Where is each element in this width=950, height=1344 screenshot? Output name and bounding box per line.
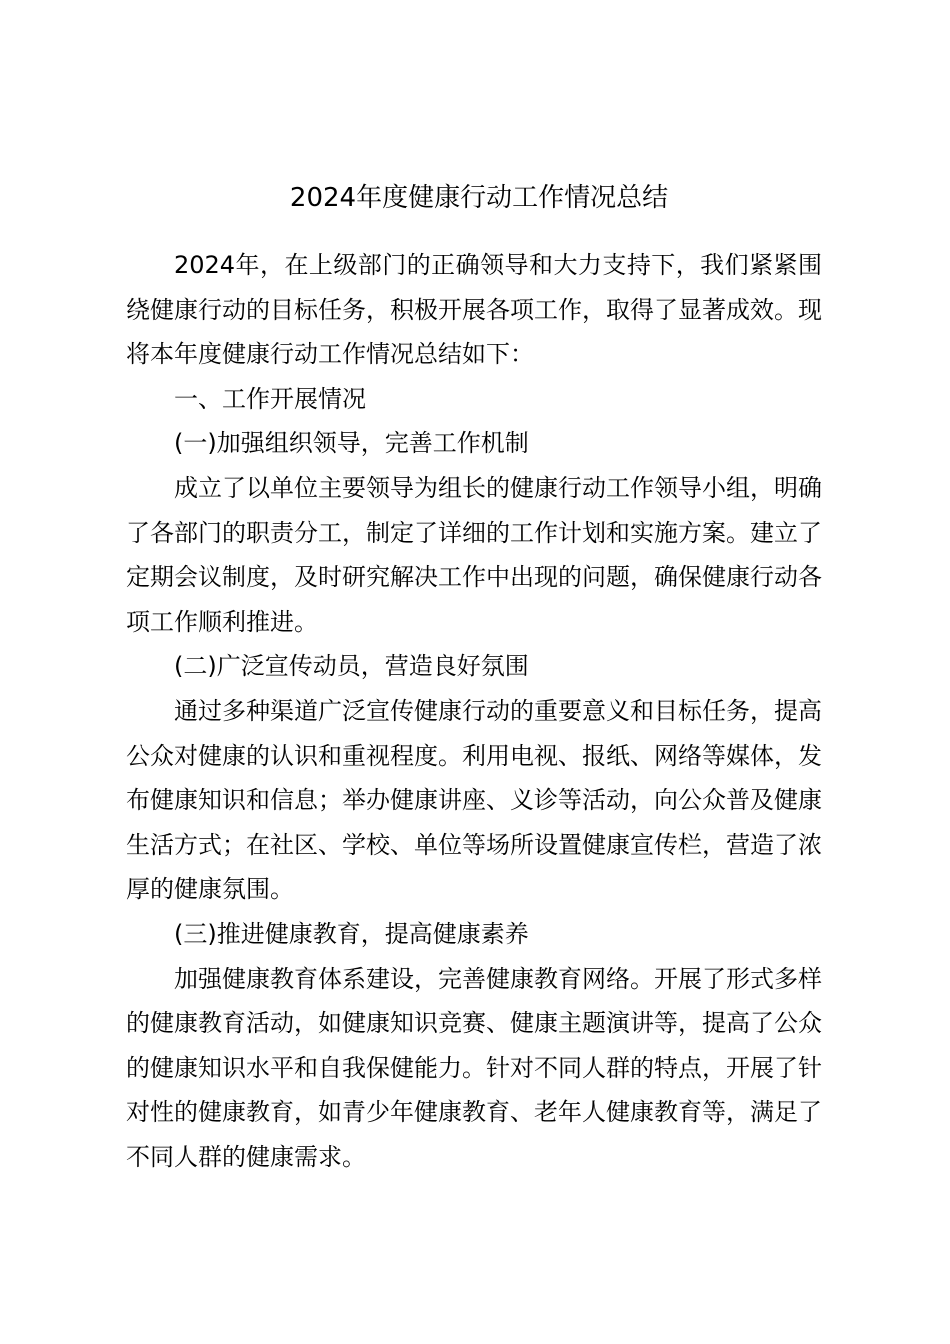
document-title: 2024年度健康行动工作情况总结 xyxy=(289,183,669,213)
body-paragraph-publicity: 通过多种渠道广泛宣传健康行动的重要意义和目标任务，提高公众对健康的认识和重视程度。利用电视、报纸、网络等媒体，发布健康知识和信息；举办健康讲座、义诊等活动，向公众普及健康生活方式；在社区、学校、单位等场所设置健康宣传栏，营造了浓厚的健康氛围。 xyxy=(126,696,822,904)
document-body xyxy=(126,243,822,1179)
body-paragraph-organization: 成立了以单位主要领导为组长的健康行动工作领导小组，明确了各部门的职责分工，制定了详细的工作计划和实施方案。建立了定期会议制度，及时研究解决工作中出现的问题，确保健康行动各项工作顺利推进。 xyxy=(126,473,822,636)
body-paragraph-education: 加强健康教育体系建设，完善健康教育网络。开展了形式多样的健康教育活动，如健康知识竞赛、健康主题演讲等，提高了公众的健康知识水平和自我保健能力。针对不同人群的特点，开展了针对性的健康教育，如青少年健康教育、老年人健康教育等，满足了不同人群的健康需求。 xyxy=(126,964,822,1171)
subsection-heading-organization: (一)加强组织领导，完善工作机制 xyxy=(174,429,529,458)
section-heading-work-progress: 一、工作开展情况 xyxy=(174,384,366,413)
subsection-heading-publicity: (二)广泛宣传动员，营造良好氛围 xyxy=(174,652,529,681)
subsection-heading-education: (三)推进健康教育，提高健康素养 xyxy=(174,919,529,948)
intro-paragraph: 2024年，在上级部门的正确领导和大力支持下，我们紧紧围绕健康行动的目标任务，积极开展各项工作，取得了显著成效。现将本年度健康行动工作情况总结如下： xyxy=(126,251,822,369)
